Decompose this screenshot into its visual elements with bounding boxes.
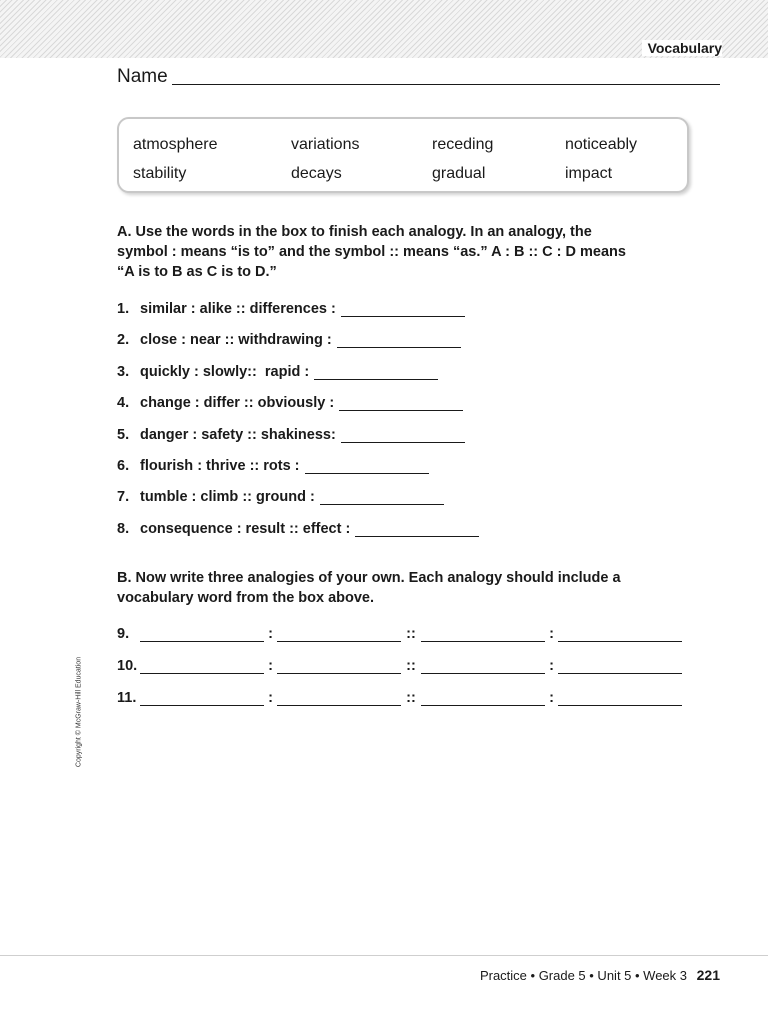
answer-blank[interactable]	[558, 692, 682, 706]
answer-blank[interactable]	[558, 628, 682, 642]
answer-blank[interactable]	[140, 628, 264, 642]
item-number: 3.	[117, 364, 130, 380]
answer-blank[interactable]	[305, 460, 429, 474]
item-number: 9.	[117, 626, 130, 642]
word-bank-word: noticeably	[565, 136, 638, 153]
copyright-notice: Copyright © McGraw-Hill Education	[75, 656, 83, 768]
answer-blank[interactable]	[339, 397, 463, 411]
word-bank-word: stability	[133, 165, 187, 182]
name-label: Name	[117, 66, 168, 87]
name-write-line[interactable]	[172, 84, 720, 85]
footer-divider	[0, 955, 768, 956]
item-number: 5.	[117, 427, 130, 443]
is-to-symbol: :	[549, 626, 554, 642]
answer-blank[interactable]	[320, 491, 444, 505]
item-number: 6.	[117, 458, 130, 474]
instruction-line: vocabulary word from the box above.	[117, 590, 375, 606]
analogy-text: danger : safety :: shakiness:	[140, 427, 336, 443]
page-footer	[480, 967, 720, 983]
instruction-line: “A is to B as C is to D.”	[117, 264, 277, 280]
word-bank-word: decays	[291, 165, 342, 182]
word-bank-box	[117, 117, 689, 193]
answer-blank[interactable]	[341, 429, 465, 443]
own-analogy-item	[117, 626, 682, 642]
answer-blank[interactable]	[421, 660, 545, 674]
analogy-item	[117, 301, 465, 317]
name-field[interactable]	[117, 66, 720, 90]
analogy-item	[117, 332, 461, 348]
analogy-item	[117, 489, 444, 505]
instruction-line: symbol : means “is to” and the symbol :: means “as.” A : B :: C : D means	[117, 244, 626, 260]
item-number: 4.	[117, 395, 130, 411]
as-symbol: ::	[406, 658, 416, 674]
analogy-text: quickly : slowly:: rapid :	[140, 364, 310, 380]
answer-blank[interactable]	[558, 660, 682, 674]
answer-blank[interactable]	[355, 523, 479, 537]
item-number: 11.	[117, 690, 137, 706]
instruction-line: A. Use the words in the box to finish each analogy. In an analogy, the	[117, 224, 592, 240]
analogy-text: close : near :: withdrawing :	[140, 332, 332, 348]
as-symbol: ::	[406, 626, 416, 642]
analogy-item	[117, 364, 438, 380]
answer-blank[interactable]	[277, 692, 401, 706]
page-number: 221	[696, 967, 720, 983]
part-b-instructions	[117, 568, 677, 608]
answer-blank[interactable]	[337, 334, 461, 348]
is-to-symbol: :	[268, 626, 273, 642]
is-to-symbol: :	[268, 690, 273, 706]
word-bank-word: atmosphere	[133, 136, 218, 153]
word-bank-word: impact	[565, 165, 613, 182]
word-bank-word: variations	[291, 136, 360, 153]
section-label: Vocabulary	[642, 40, 722, 56]
item-number: 10.	[117, 658, 138, 674]
analogy-text: consequence : result :: effect :	[140, 521, 351, 537]
is-to-symbol: :	[549, 690, 554, 706]
own-analogy-item	[117, 658, 682, 674]
item-number: 7.	[117, 489, 130, 505]
answer-blank[interactable]	[421, 692, 545, 706]
word-bank-word: gradual	[432, 165, 486, 182]
analogy-text: flourish : thrive :: rots :	[140, 458, 300, 474]
item-number: 2.	[117, 332, 130, 348]
instruction-line: B. Now write three analogies of your own. Each analogy should include a	[117, 570, 621, 586]
part-a-instructions	[117, 222, 677, 282]
analogy-item	[117, 458, 429, 474]
own-analogy-item	[117, 690, 682, 706]
analogy-item	[117, 395, 463, 411]
as-symbol: ::	[406, 690, 416, 706]
answer-blank[interactable]	[277, 628, 401, 642]
word-bank-word: receding	[432, 136, 494, 153]
is-to-symbol: :	[268, 658, 273, 674]
answer-blank[interactable]	[341, 303, 465, 317]
item-number: 1.	[117, 301, 130, 317]
analogy-text: similar : alike :: differences :	[140, 301, 336, 317]
answer-blank[interactable]	[277, 660, 401, 674]
answer-blank[interactable]	[314, 366, 438, 380]
analogy-item	[117, 521, 479, 537]
item-number: 8.	[117, 521, 130, 537]
is-to-symbol: :	[549, 658, 554, 674]
footer-text: Practice • Grade 5 • Unit 5 • Week 3	[479, 968, 688, 983]
analogy-item	[117, 427, 465, 443]
answer-blank[interactable]	[140, 692, 264, 706]
answer-blank[interactable]	[421, 628, 545, 642]
analogy-text: tumble : climb :: ground :	[140, 489, 315, 505]
analogy-text: change : differ :: obviously :	[140, 395, 335, 411]
answer-blank[interactable]	[140, 660, 264, 674]
